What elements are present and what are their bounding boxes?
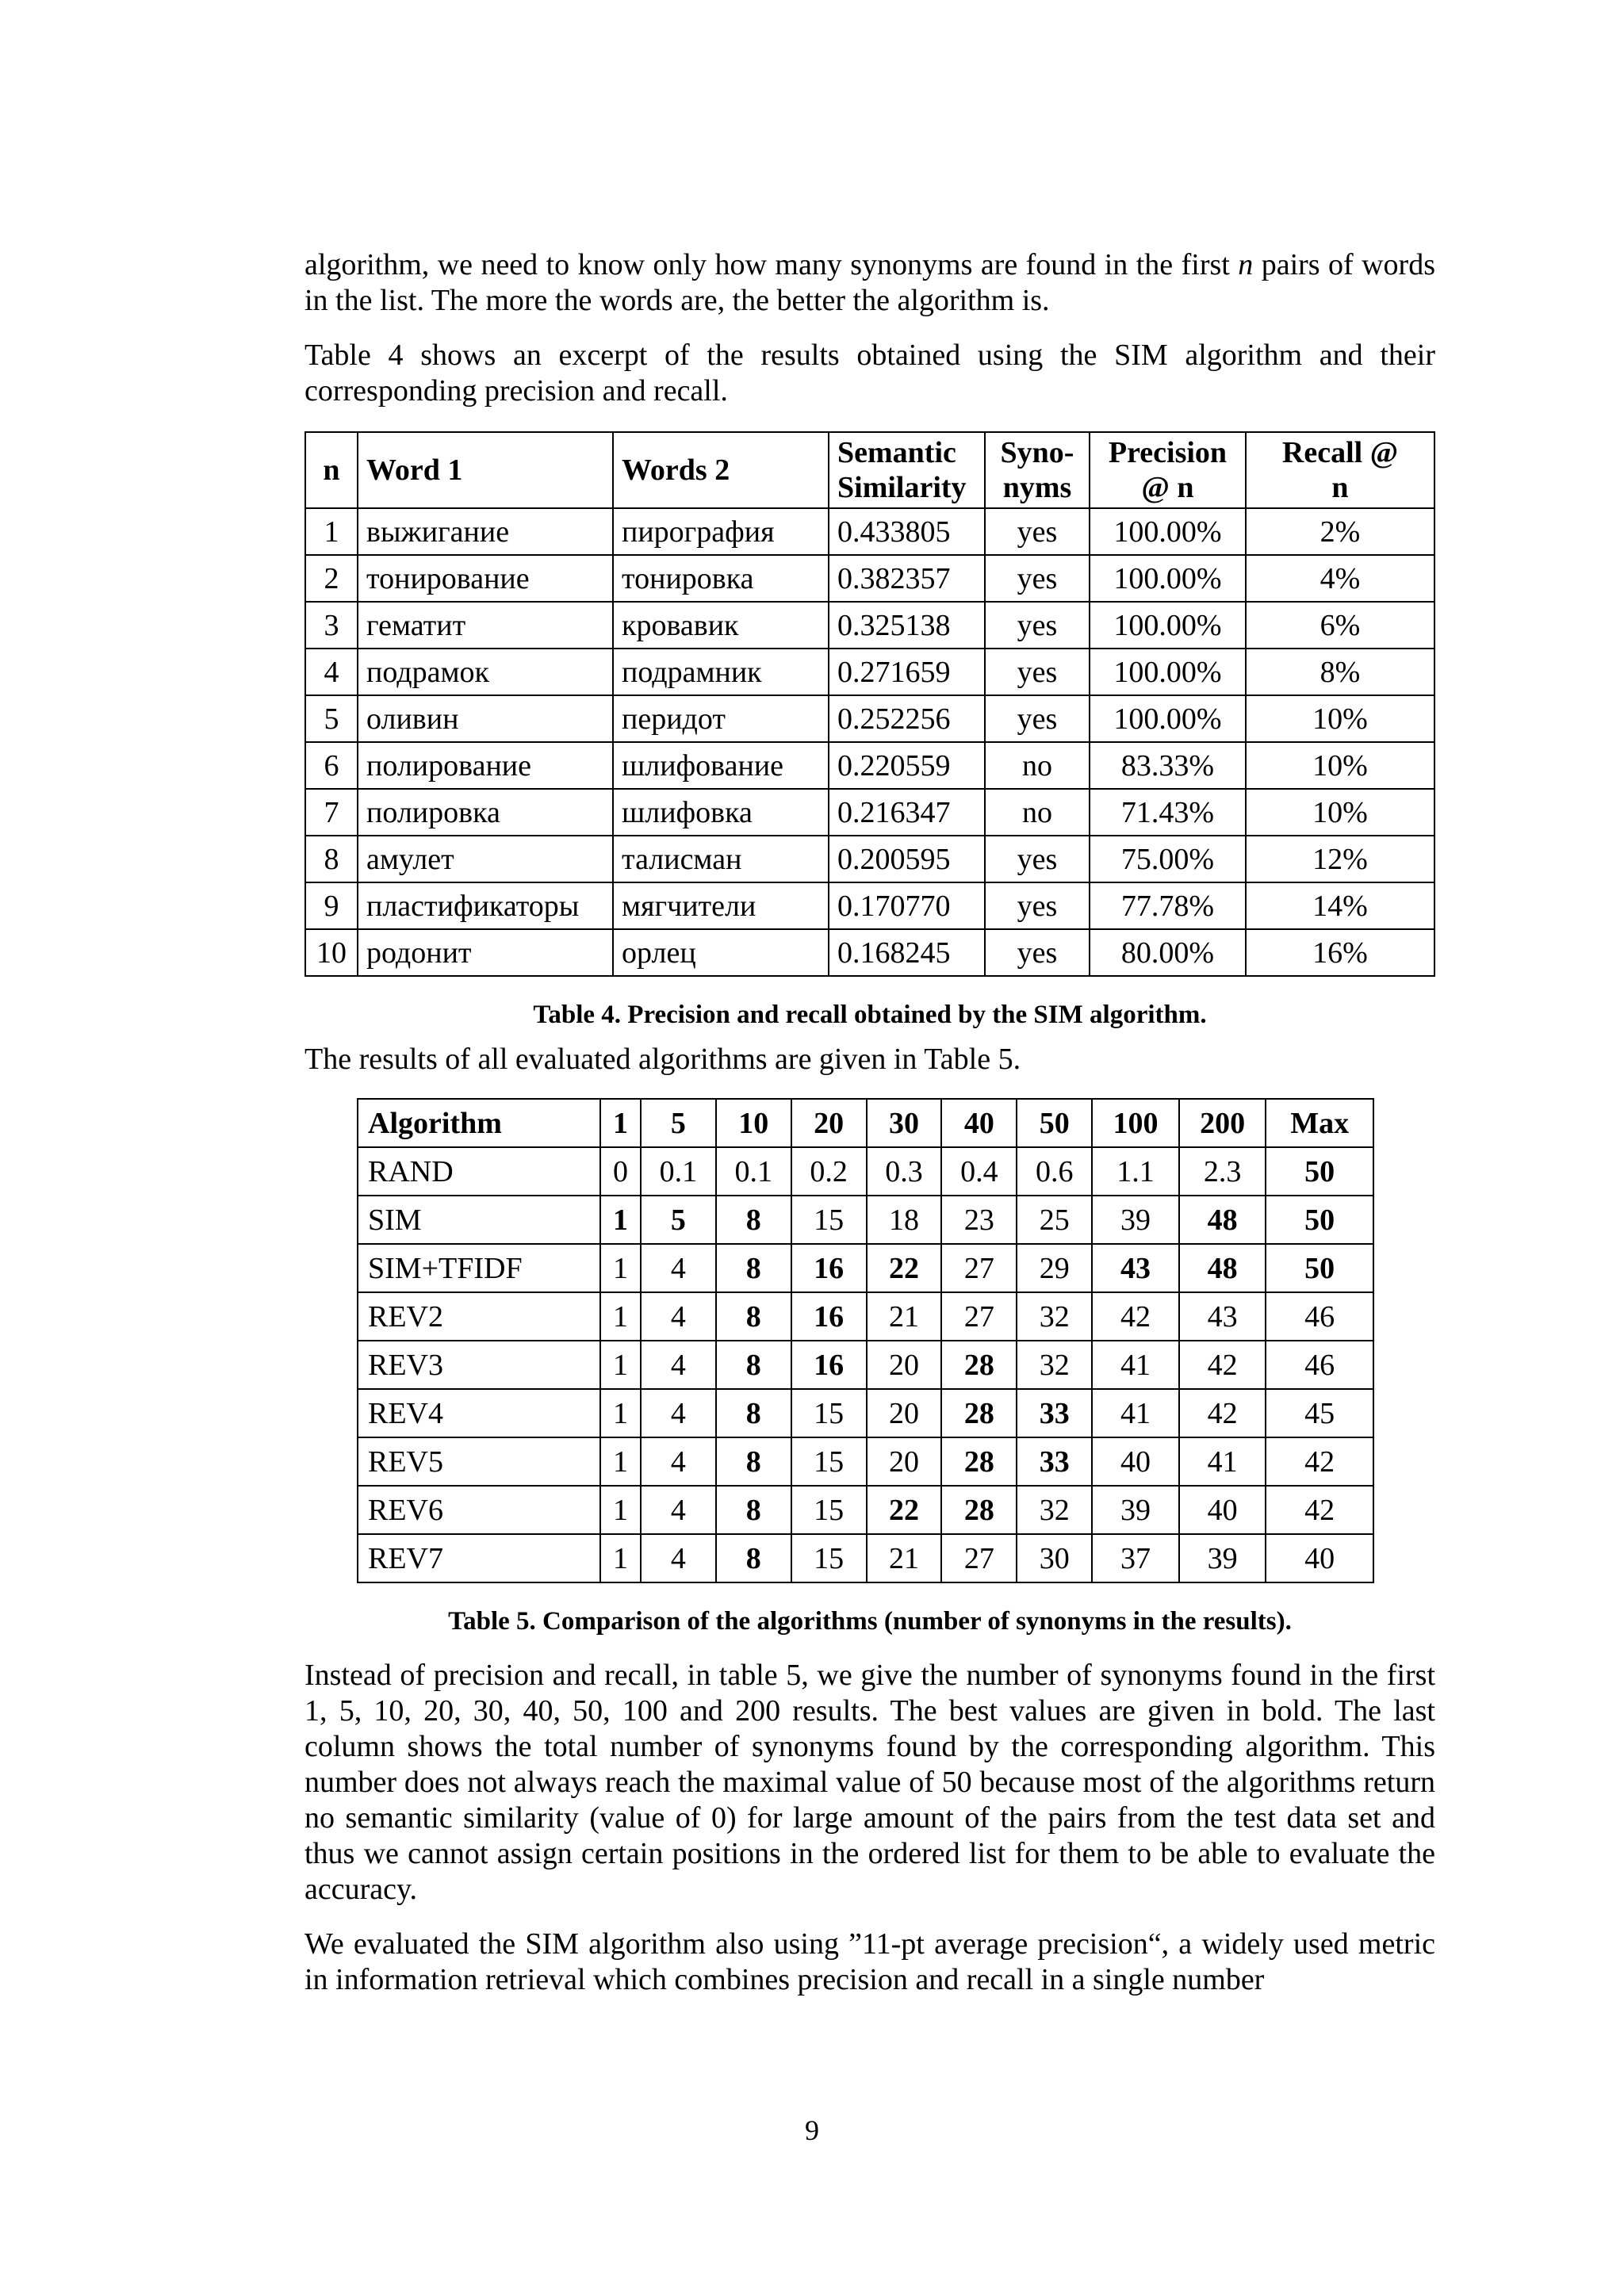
t5-cell-value: 27 — [941, 1292, 1017, 1341]
t4-cell-word1: полировка — [358, 789, 613, 836]
t5-cell-value: 27 — [941, 1534, 1017, 1582]
t4-cell-n: 2 — [305, 555, 358, 602]
table-5-body — [358, 1147, 1373, 1582]
t4-cell-n: 6 — [305, 742, 358, 789]
t5-cell-value: 15 — [791, 1534, 867, 1582]
t4-cell-similarity: 0.271659 — [829, 649, 985, 695]
t4-cell-word1: подрамок — [358, 649, 613, 695]
table-row — [305, 649, 1434, 695]
t5-cell-algorithm: REV2 — [358, 1292, 600, 1341]
t5-header-algorithm: Algorithm — [358, 1099, 600, 1147]
t5-cell-value: 5 — [641, 1196, 716, 1244]
t4-cell-word2: кровавик — [613, 602, 829, 649]
t4-cell-word1: пластификаторы — [358, 882, 613, 929]
table-row — [358, 1437, 1373, 1486]
t4-cell-word2: шлифовка — [613, 789, 829, 836]
t5-cell-value: 42 — [1179, 1389, 1266, 1437]
t5-cell-value: 22 — [867, 1244, 942, 1292]
t5-cell-value: 20 — [867, 1341, 942, 1389]
t5-header-col-30: 30 — [867, 1099, 942, 1147]
t4-cell-word1: выжигание — [358, 508, 613, 555]
t4-cell-recall: 10% — [1246, 742, 1434, 789]
table-4 — [304, 431, 1435, 977]
t5-cell-value: 4 — [641, 1292, 716, 1341]
t4-cell-n: 9 — [305, 882, 358, 929]
t5-cell-value: 20 — [867, 1389, 942, 1437]
t4-cell-word2: шлифование — [613, 742, 829, 789]
t5-cell-algorithm: SIM+TFIDF — [358, 1244, 600, 1292]
table-row — [358, 1147, 1373, 1196]
t5-cell-algorithm: REV4 — [358, 1389, 600, 1437]
t5-cell-value: 21 — [867, 1534, 942, 1582]
t5-cell-value: 40 — [1266, 1534, 1373, 1582]
t4-cell-n: 3 — [305, 602, 358, 649]
t5-cell-value: 39 — [1092, 1486, 1179, 1534]
t5-cell-value: 27 — [941, 1244, 1017, 1292]
paragraph-5: We evaluated the SIM algorithm also using ”11-pt average precision“, a widely used metric in information retrieval which combines precision and recall in a single number — [304, 1927, 1435, 1996]
t4-cell-n: 10 — [305, 929, 358, 976]
t4-cell-recall: 14% — [1246, 882, 1434, 929]
t5-cell-algorithm: REV7 — [358, 1534, 600, 1582]
table-row — [358, 1389, 1373, 1437]
t4-cell-similarity: 0.325138 — [829, 602, 985, 649]
t5-cell-value: 45 — [1266, 1389, 1373, 1437]
t5-cell-value: 4 — [641, 1341, 716, 1389]
table-5 — [357, 1098, 1374, 1583]
t5-cell-value: 8 — [716, 1196, 791, 1244]
t5-cell-value: 28 — [941, 1389, 1017, 1437]
t5-cell-value: 0.1 — [716, 1147, 791, 1196]
t4-header-precision: Precision @ n — [1090, 432, 1246, 508]
t4-cell-word2: пирография — [613, 508, 829, 555]
t5-cell-value: 50 — [1266, 1244, 1373, 1292]
t4-cell-recall: 4% — [1246, 555, 1434, 602]
paragraph-2: Table 4 shows an excerpt of the results obtained using the SIM algorithm and their corresponding precision and recall. — [304, 339, 1435, 408]
t5-cell-value: 15 — [791, 1389, 867, 1437]
t5-cell-value: 32 — [1017, 1292, 1092, 1341]
t5-cell-value: 48 — [1179, 1196, 1266, 1244]
t4-cell-word2: мягчители — [613, 882, 829, 929]
t5-cell-value: 41 — [1092, 1341, 1179, 1389]
paragraph-4: Instead of precision and recall, in table 5, we give the number of synonyms found in the first 1, 5, 10, 20, 30, 40, 50, 100 and 200 results. The best values are given in bold. The last column shows the total number of synonyms found by the corresponding algorithm. This number does not always reach the maximal value of 50 because most of the algorithms return no semantic similarity (value of 0) for large amount of the pairs from the test data set and thus we cannot assign certain positions in the ordered list for them to be able to evaluate the accuracy. — [304, 1659, 1435, 1906]
table-5-caption: Table 5. Comparison of the algorithms (number of synonyms in the results). — [448, 1607, 1292, 1636]
t4-cell-recall: 6% — [1246, 602, 1434, 649]
t4-cell-synonyms: yes — [985, 555, 1090, 602]
t5-cell-value: 46 — [1266, 1292, 1373, 1341]
table-5-header-row — [358, 1099, 1373, 1147]
t4-cell-n: 7 — [305, 789, 358, 836]
t4-header-word1: Word 1 — [358, 432, 613, 508]
page-content — [304, 247, 1435, 1998]
t4-cell-precision: 77.78% — [1090, 882, 1246, 929]
t5-cell-value: 32 — [1017, 1486, 1092, 1534]
t5-cell-value: 8 — [716, 1341, 791, 1389]
t5-cell-value: 28 — [941, 1437, 1017, 1486]
t5-cell-algorithm: REV3 — [358, 1341, 600, 1389]
table-row — [358, 1534, 1373, 1582]
table-4-caption: Table 4. Precision and recall obtained by the SIM algorithm. — [533, 1001, 1207, 1029]
table-row — [305, 508, 1434, 555]
t5-cell-value: 16 — [791, 1341, 867, 1389]
t4-cell-precision: 100.00% — [1090, 508, 1246, 555]
t4-cell-recall: 16% — [1246, 929, 1434, 976]
t4-cell-similarity: 0.433805 — [829, 508, 985, 555]
t5-cell-algorithm: SIM — [358, 1196, 600, 1244]
t5-header-col-20: 20 — [791, 1099, 867, 1147]
t4-cell-precision: 100.00% — [1090, 602, 1246, 649]
page-number: 9 — [805, 2114, 819, 2146]
t4-cell-word2: подрамник — [613, 649, 829, 695]
t5-cell-value: 43 — [1092, 1244, 1179, 1292]
t5-cell-value: 4 — [641, 1534, 716, 1582]
table-row — [358, 1341, 1373, 1389]
t5-cell-value: 2.3 — [1179, 1147, 1266, 1196]
t5-cell-value: 48 — [1179, 1244, 1266, 1292]
t5-cell-value: 4 — [641, 1486, 716, 1534]
t5-cell-value: 8 — [716, 1389, 791, 1437]
t4-cell-synonyms: yes — [985, 649, 1090, 695]
t4-cell-synonyms: no — [985, 742, 1090, 789]
t4-cell-synonyms: yes — [985, 836, 1090, 882]
t4-cell-recall: 8% — [1246, 649, 1434, 695]
t4-cell-n: 8 — [305, 836, 358, 882]
t5-cell-value: 33 — [1017, 1389, 1092, 1437]
t5-cell-value: 25 — [1017, 1196, 1092, 1244]
t5-cell-value: 41 — [1092, 1389, 1179, 1437]
t4-cell-similarity: 0.382357 — [829, 555, 985, 602]
paragraph-1-text-a: algorithm, we need to know only how many synonyms are found in the first — [304, 248, 1239, 281]
t5-cell-value: 37 — [1092, 1534, 1179, 1582]
t4-cell-recall: 10% — [1246, 695, 1434, 742]
table-row — [305, 555, 1434, 602]
t4-cell-precision: 100.00% — [1090, 555, 1246, 602]
t5-cell-value: 20 — [867, 1437, 942, 1486]
t5-cell-value: 42 — [1092, 1292, 1179, 1341]
t5-cell-value: 4 — [641, 1437, 716, 1486]
t4-cell-n: 5 — [305, 695, 358, 742]
t5-header-col-10: 10 — [716, 1099, 791, 1147]
t5-cell-value: 32 — [1017, 1341, 1092, 1389]
t4-cell-precision: 75.00% — [1090, 836, 1246, 882]
t4-cell-precision: 100.00% — [1090, 695, 1246, 742]
t4-cell-precision: 83.33% — [1090, 742, 1246, 789]
table-row — [305, 929, 1434, 976]
t5-header-col-5: 5 — [641, 1099, 716, 1147]
t4-cell-word1: полирование — [358, 742, 613, 789]
table-row — [305, 742, 1434, 789]
t4-cell-recall: 2% — [1246, 508, 1434, 555]
t5-cell-value: 29 — [1017, 1244, 1092, 1292]
t5-cell-value: 1 — [600, 1486, 641, 1534]
t4-cell-similarity: 0.200595 — [829, 836, 985, 882]
t4-cell-word1: оливин — [358, 695, 613, 742]
t5-cell-value: 8 — [716, 1486, 791, 1534]
t4-cell-synonyms: yes — [985, 929, 1090, 976]
t5-cell-value: 15 — [791, 1437, 867, 1486]
t4-cell-word1: амулет — [358, 836, 613, 882]
t4-cell-recall: 10% — [1246, 789, 1434, 836]
paragraph-1 — [304, 247, 1435, 319]
t5-cell-value: 42 — [1179, 1341, 1266, 1389]
paragraph-1-variable-n: n — [1238, 248, 1254, 281]
t5-header-col-max: Max — [1266, 1099, 1373, 1147]
t4-cell-word2: тонировка — [613, 555, 829, 602]
t5-cell-algorithm: RAND — [358, 1147, 600, 1196]
t4-cell-n: 1 — [305, 508, 358, 555]
table-row — [305, 602, 1434, 649]
t5-cell-value: 1 — [600, 1534, 641, 1582]
t4-header-n: n — [305, 432, 358, 508]
t5-cell-value: 4 — [641, 1389, 716, 1437]
t5-cell-value: 41 — [1179, 1437, 1266, 1486]
t5-cell-algorithm: REV5 — [358, 1437, 600, 1486]
t5-cell-value: 40 — [1092, 1437, 1179, 1486]
t5-header-col-200: 200 — [1179, 1099, 1266, 1147]
table-4-header-row — [305, 432, 1434, 508]
t5-cell-value: 39 — [1092, 1196, 1179, 1244]
t5-cell-value: 28 — [941, 1341, 1017, 1389]
t5-cell-value: 8 — [716, 1292, 791, 1341]
t4-cell-precision: 80.00% — [1090, 929, 1246, 976]
table-4-body — [305, 508, 1434, 976]
t4-cell-word1: родонит — [358, 929, 613, 976]
table-row — [305, 836, 1434, 882]
t4-cell-synonyms: yes — [985, 695, 1090, 742]
t4-header-similarity: Semantic Similarity — [829, 432, 985, 508]
t5-cell-value: 0 — [600, 1147, 641, 1196]
t4-cell-synonyms: no — [985, 789, 1090, 836]
t4-cell-synonyms: yes — [985, 882, 1090, 929]
t5-cell-value: 18 — [867, 1196, 942, 1244]
t5-cell-value: 15 — [791, 1196, 867, 1244]
paragraph-1-text-b: pairs of words in the list. The more the words are, the better the algorithm is. — [304, 248, 1435, 317]
t4-cell-word2: орлец — [613, 929, 829, 976]
t5-cell-value: 1 — [600, 1437, 641, 1486]
t5-cell-value: 16 — [791, 1244, 867, 1292]
t5-cell-value: 42 — [1266, 1486, 1373, 1534]
t4-cell-word1: тонирование — [358, 555, 613, 602]
t5-cell-value: 40 — [1179, 1486, 1266, 1534]
t4-cell-precision: 100.00% — [1090, 649, 1246, 695]
t5-cell-value: 16 — [791, 1292, 867, 1341]
t5-cell-value: 1 — [600, 1341, 641, 1389]
t5-cell-value: 0.2 — [791, 1147, 867, 1196]
t4-cell-similarity: 0.170770 — [829, 882, 985, 929]
t5-cell-value: 43 — [1179, 1292, 1266, 1341]
t5-cell-value: 42 — [1266, 1437, 1373, 1486]
t5-cell-value: 0.4 — [941, 1147, 1017, 1196]
t5-cell-value: 8 — [716, 1244, 791, 1292]
t4-header-word2: Words 2 — [613, 432, 829, 508]
t4-cell-n: 4 — [305, 649, 358, 695]
t4-cell-recall: 12% — [1246, 836, 1434, 882]
t5-cell-value: 1 — [600, 1292, 641, 1341]
paragraph-3: The results of all evaluated algorithms are given in Table 5. — [304, 1043, 1021, 1076]
t5-cell-value: 4 — [641, 1244, 716, 1292]
table-row — [305, 695, 1434, 742]
table-row — [358, 1292, 1373, 1341]
t4-cell-similarity: 0.216347 — [829, 789, 985, 836]
t4-cell-word1: гематит — [358, 602, 613, 649]
t5-header-col-50: 50 — [1017, 1099, 1092, 1147]
t4-cell-similarity: 0.168245 — [829, 929, 985, 976]
t5-header-col-1: 1 — [600, 1099, 641, 1147]
t4-cell-synonyms: yes — [985, 508, 1090, 555]
t5-cell-value: 0.1 — [641, 1147, 716, 1196]
t5-cell-value: 21 — [867, 1292, 942, 1341]
t5-cell-value: 30 — [1017, 1534, 1092, 1582]
t5-cell-value: 1 — [600, 1389, 641, 1437]
t5-cell-value: 8 — [716, 1437, 791, 1486]
table-row — [358, 1196, 1373, 1244]
t5-cell-value: 0.6 — [1017, 1147, 1092, 1196]
t5-cell-value: 1.1 — [1092, 1147, 1179, 1196]
t4-cell-word2: талисман — [613, 836, 829, 882]
table-row — [358, 1244, 1373, 1292]
t5-cell-value: 23 — [941, 1196, 1017, 1244]
t5-cell-value: 28 — [941, 1486, 1017, 1534]
t5-cell-value: 50 — [1266, 1196, 1373, 1244]
t5-cell-value: 0.3 — [867, 1147, 942, 1196]
table-row — [358, 1486, 1373, 1534]
t5-header-col-40: 40 — [941, 1099, 1017, 1147]
t5-cell-value: 1 — [600, 1244, 641, 1292]
t4-cell-precision: 71.43% — [1090, 789, 1246, 836]
t5-cell-value: 8 — [716, 1534, 791, 1582]
t5-cell-value: 33 — [1017, 1437, 1092, 1486]
t5-cell-value: 46 — [1266, 1341, 1373, 1389]
t5-cell-value: 15 — [791, 1486, 867, 1534]
table-row — [305, 789, 1434, 836]
t5-cell-value: 50 — [1266, 1147, 1373, 1196]
t4-cell-similarity: 0.252256 — [829, 695, 985, 742]
t5-cell-value: 39 — [1179, 1534, 1266, 1582]
t5-cell-algorithm: REV6 — [358, 1486, 600, 1534]
t4-header-recall: Recall @ n — [1246, 432, 1434, 508]
t4-cell-word2: перидот — [613, 695, 829, 742]
t4-header-synonyms: Syno- nyms — [985, 432, 1090, 508]
t4-cell-synonyms: yes — [985, 602, 1090, 649]
t5-cell-value: 1 — [600, 1196, 641, 1244]
table-row — [305, 882, 1434, 929]
t5-cell-value: 22 — [867, 1486, 942, 1534]
t4-cell-similarity: 0.220559 — [829, 742, 985, 789]
t5-header-col-100: 100 — [1092, 1099, 1179, 1147]
